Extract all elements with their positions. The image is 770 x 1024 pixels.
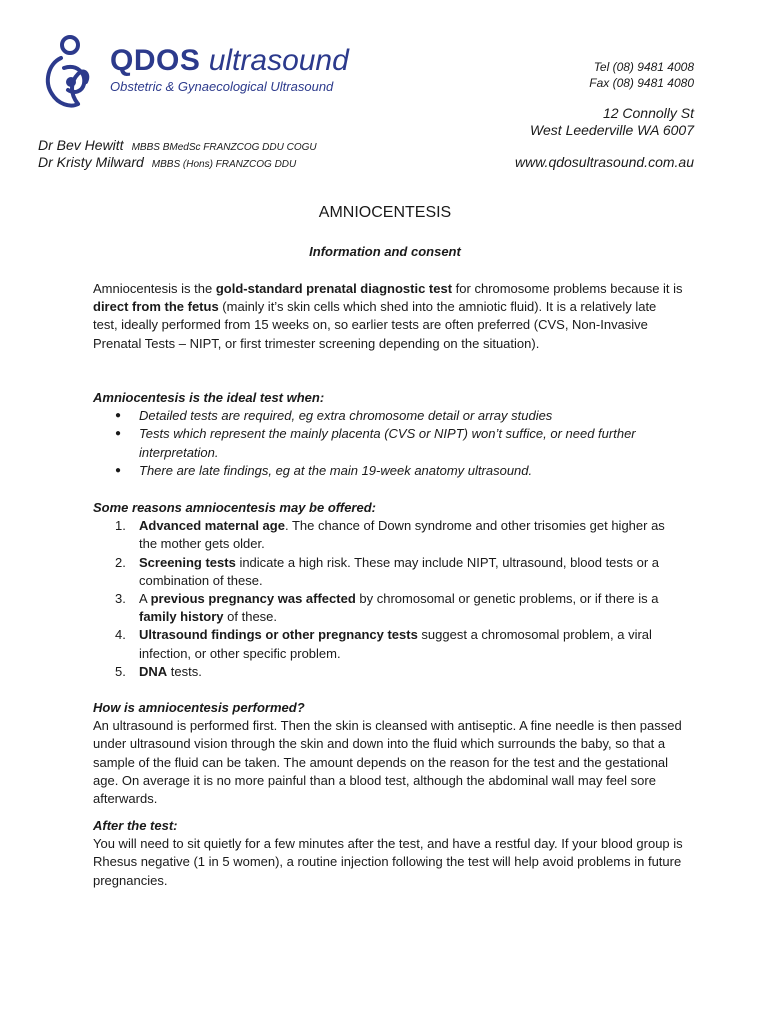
item-text: . The chance of Down syndrome and other trisomies get higher as the mother gets older. <box>139 518 665 552</box>
website: www.qdosultrasound.com.au <box>515 154 694 170</box>
item-bold: previous pregnancy was affected <box>150 591 356 607</box>
item-number: 3. <box>115 591 126 607</box>
item-bold: Advanced maternal age <box>139 518 285 534</box>
doctor-quals: MBBS BMedSc FRANZCOG DDU COGU <box>131 142 317 153</box>
intro-paragraph <box>93 280 683 353</box>
qdos-logo <box>40 34 370 114</box>
list-item: ● Tests which represent the mainly placenta (CVS or NIPT) won’t suffice, or need further interpretation. <box>93 425 683 461</box>
address-line2: West Leederville WA 6007 <box>530 122 694 138</box>
list-item <box>93 590 683 626</box>
fax: Fax (08) 9481 4080 <box>589 76 694 90</box>
document-subtitle: Information and consent <box>309 244 461 259</box>
after-text: You will need to sit quietly for a few minutes after the test, and have a restful day. If your blood group is Rhesus negative (1 in 5 women), a routine injection following the test will help avoid problems in future pregnancies. <box>93 836 683 888</box>
intro-text: Amniocentesis is the <box>93 281 216 296</box>
ideal-heading: Amniocentesis is the ideal test when: <box>93 390 325 405</box>
mother-baby-logo-icon <box>40 34 106 114</box>
doctor-name: Dr Bev Hewitt <box>38 137 124 153</box>
item-number: 1. <box>115 518 126 534</box>
item-bold: family history <box>139 609 224 625</box>
doctor-name: Dr Kristy Milward <box>38 154 144 170</box>
brand-name-italic: ultrasound <box>208 44 349 77</box>
reasons-section <box>93 499 683 681</box>
doctor-quals: MBBS (Hons) FRANZCOG DDU <box>151 159 297 170</box>
item-text: by chromosomal or genetic problems, or if there is a <box>355 591 659 607</box>
item-text: suggest a chromosomal problem, a viral infection, or other specific problem. <box>139 627 652 661</box>
how-section <box>93 699 683 808</box>
item-text: tests. <box>167 663 202 679</box>
reasons-heading: Some reasons amniocentesis may be offered: <box>93 500 376 515</box>
item-number: 5. <box>115 663 126 679</box>
brand-tagline: Obstetric & Gynaecological Ultrasound <box>110 79 334 94</box>
intro-text: for chromosome problems because it is <box>452 281 683 296</box>
intro-bold: gold-standard prenatal diagnostic test <box>215 281 453 296</box>
intro-bold: direct from the fetus <box>93 299 219 315</box>
item-bold: Ultrasound findings or other pregnancy tests <box>139 627 418 643</box>
list-item <box>93 626 683 662</box>
address-line1: 12 Connolly St <box>602 105 694 121</box>
list-item: ● There are late findings, eg at the main 19-week anatomy ultrasound. <box>93 462 683 480</box>
brand-name-bold: QDOS <box>110 44 201 77</box>
tel: Tel (08) 9481 4008 <box>593 60 694 74</box>
brand-name <box>110 44 349 78</box>
reasons-list <box>93 517 683 681</box>
ideal-list <box>93 407 683 480</box>
doctor-1 <box>38 137 317 153</box>
brand-block <box>110 44 349 94</box>
item-number: 4. <box>115 627 126 643</box>
item-text: A <box>139 591 151 607</box>
item-text: of these. <box>223 609 278 625</box>
how-text: An ultrasound is performed first. Then the skin is cleansed with antiseptic. A fine needle is then passed under ultrasound vision through the skin and down into the fluid which surrounds the baby, so that a sample of the fluid can be taken. The amount depends on the reason for the test and the gestational age. On average it is no more painful than a blood test, although the abdominal wall may feel sore afterwards. <box>93 718 682 807</box>
list-item <box>93 517 683 553</box>
intro-text: (mainly it’s skin cells which shed into the amniotic fluid). It is a relatively late test, ideally performed from 15 weeks on, so earlier tests are often preferred (CVS, Non-Invasive Prenatal Tests – NIPT, or first trimester screening depending on the situation). <box>93 299 657 351</box>
item-number: 2. <box>115 554 126 570</box>
item-bold: Screening tests <box>139 554 236 570</box>
ideal-section <box>93 389 683 480</box>
doctor-2 <box>38 154 296 170</box>
list-item <box>93 554 683 590</box>
item-bold: DNA <box>139 663 168 679</box>
how-heading: How is amniocentesis performed? <box>93 700 305 715</box>
after-section <box>93 817 683 890</box>
document-title: AMNIOCENTESIS <box>318 204 452 221</box>
item-text: indicate a high risk. These may include NIPT, ultrasound, blood tests or a combination of these. <box>139 554 660 588</box>
after-heading: After the test: <box>93 818 178 833</box>
list-item <box>93 663 683 681</box>
list-item: ● Detailed tests are required, eg extra chromosome detail or array studies <box>93 407 683 425</box>
